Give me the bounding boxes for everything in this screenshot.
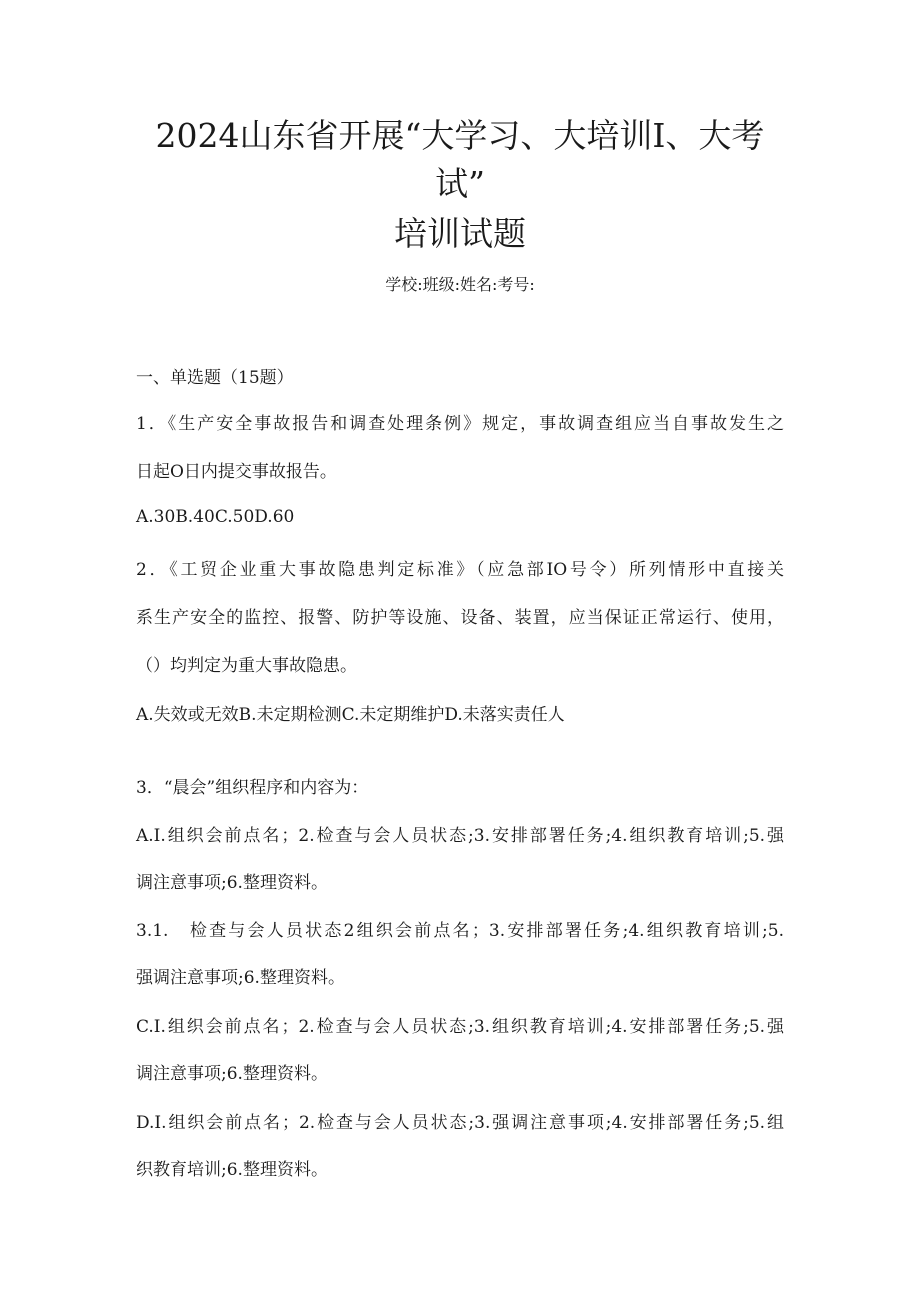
question-3-option-b-line-1: 3.1. 检查与会人员状态2组织会前点名；3.安排部署任务;4.组织教育培训;5.	[136, 921, 784, 941]
question-2-text-line-3: （）均判定为重大事故隐患。	[136, 656, 357, 676]
document-title-line-1: 2024山东省开展“大学习、大培训I、大考	[155, 116, 765, 155]
question-3-option-a-line-1: A.I.组织会前点名；2.检查与会人员状态;3.安排部署任务;4.组织教育培训;5.强	[136, 826, 784, 846]
document-title-line-3: 培训试题	[394, 214, 526, 253]
document-title-line-2: 试”	[435, 164, 485, 203]
question-1-text-line-1: 1．《生产安全事故报告和调查处理条例》规定，事故调查组应当自事故发生之	[136, 414, 784, 434]
question-2-text-line-1: 2．《工贸企业重大事故隐患判定标准》（应急部IO号令）所列情形中直接关	[136, 560, 784, 580]
question-3-option-d-line-2: 织教育培训;6.整理资料。	[136, 1160, 328, 1180]
question-3-option-a-line-2: 调注意事项;6.整理资料。	[136, 873, 328, 893]
question-1-text-line-2: 日起O日内提交事故报告。	[136, 462, 337, 482]
question-2-options: A.失效或无效B.未定期检测C.未定期维护D.未落实责任人	[136, 705, 565, 725]
question-3-text-line-1: 3．“晨会”组织程序和内容为：	[136, 778, 369, 798]
section-heading: 一、单选题（15题）	[136, 368, 294, 388]
student-info-line: 学校:班级:姓名:考号:	[385, 275, 535, 294]
question-3-option-d-line-1: D.I.组织会前点名；2.检查与会人员状态;3.强调注意事项;4.安排部署任务;5.组	[136, 1113, 784, 1133]
question-1-options: A.30B.40C.50D.60	[136, 507, 295, 527]
question-3-option-c-line-2: 调注意事项;6.整理资料。	[136, 1064, 328, 1084]
question-2-text-line-2: 系生产安全的监控、报警、防护等设施、设备、装置，应当保证正常运行、使用，	[136, 608, 784, 628]
question-3-option-b-line-2: 强调注意事项;6.整理资料。	[136, 968, 345, 988]
question-3-option-c-line-1: C.I.组织会前点名；2.检查与会人员状态;3.组织教育培训;4.安排部署任务;5.强	[136, 1017, 784, 1037]
